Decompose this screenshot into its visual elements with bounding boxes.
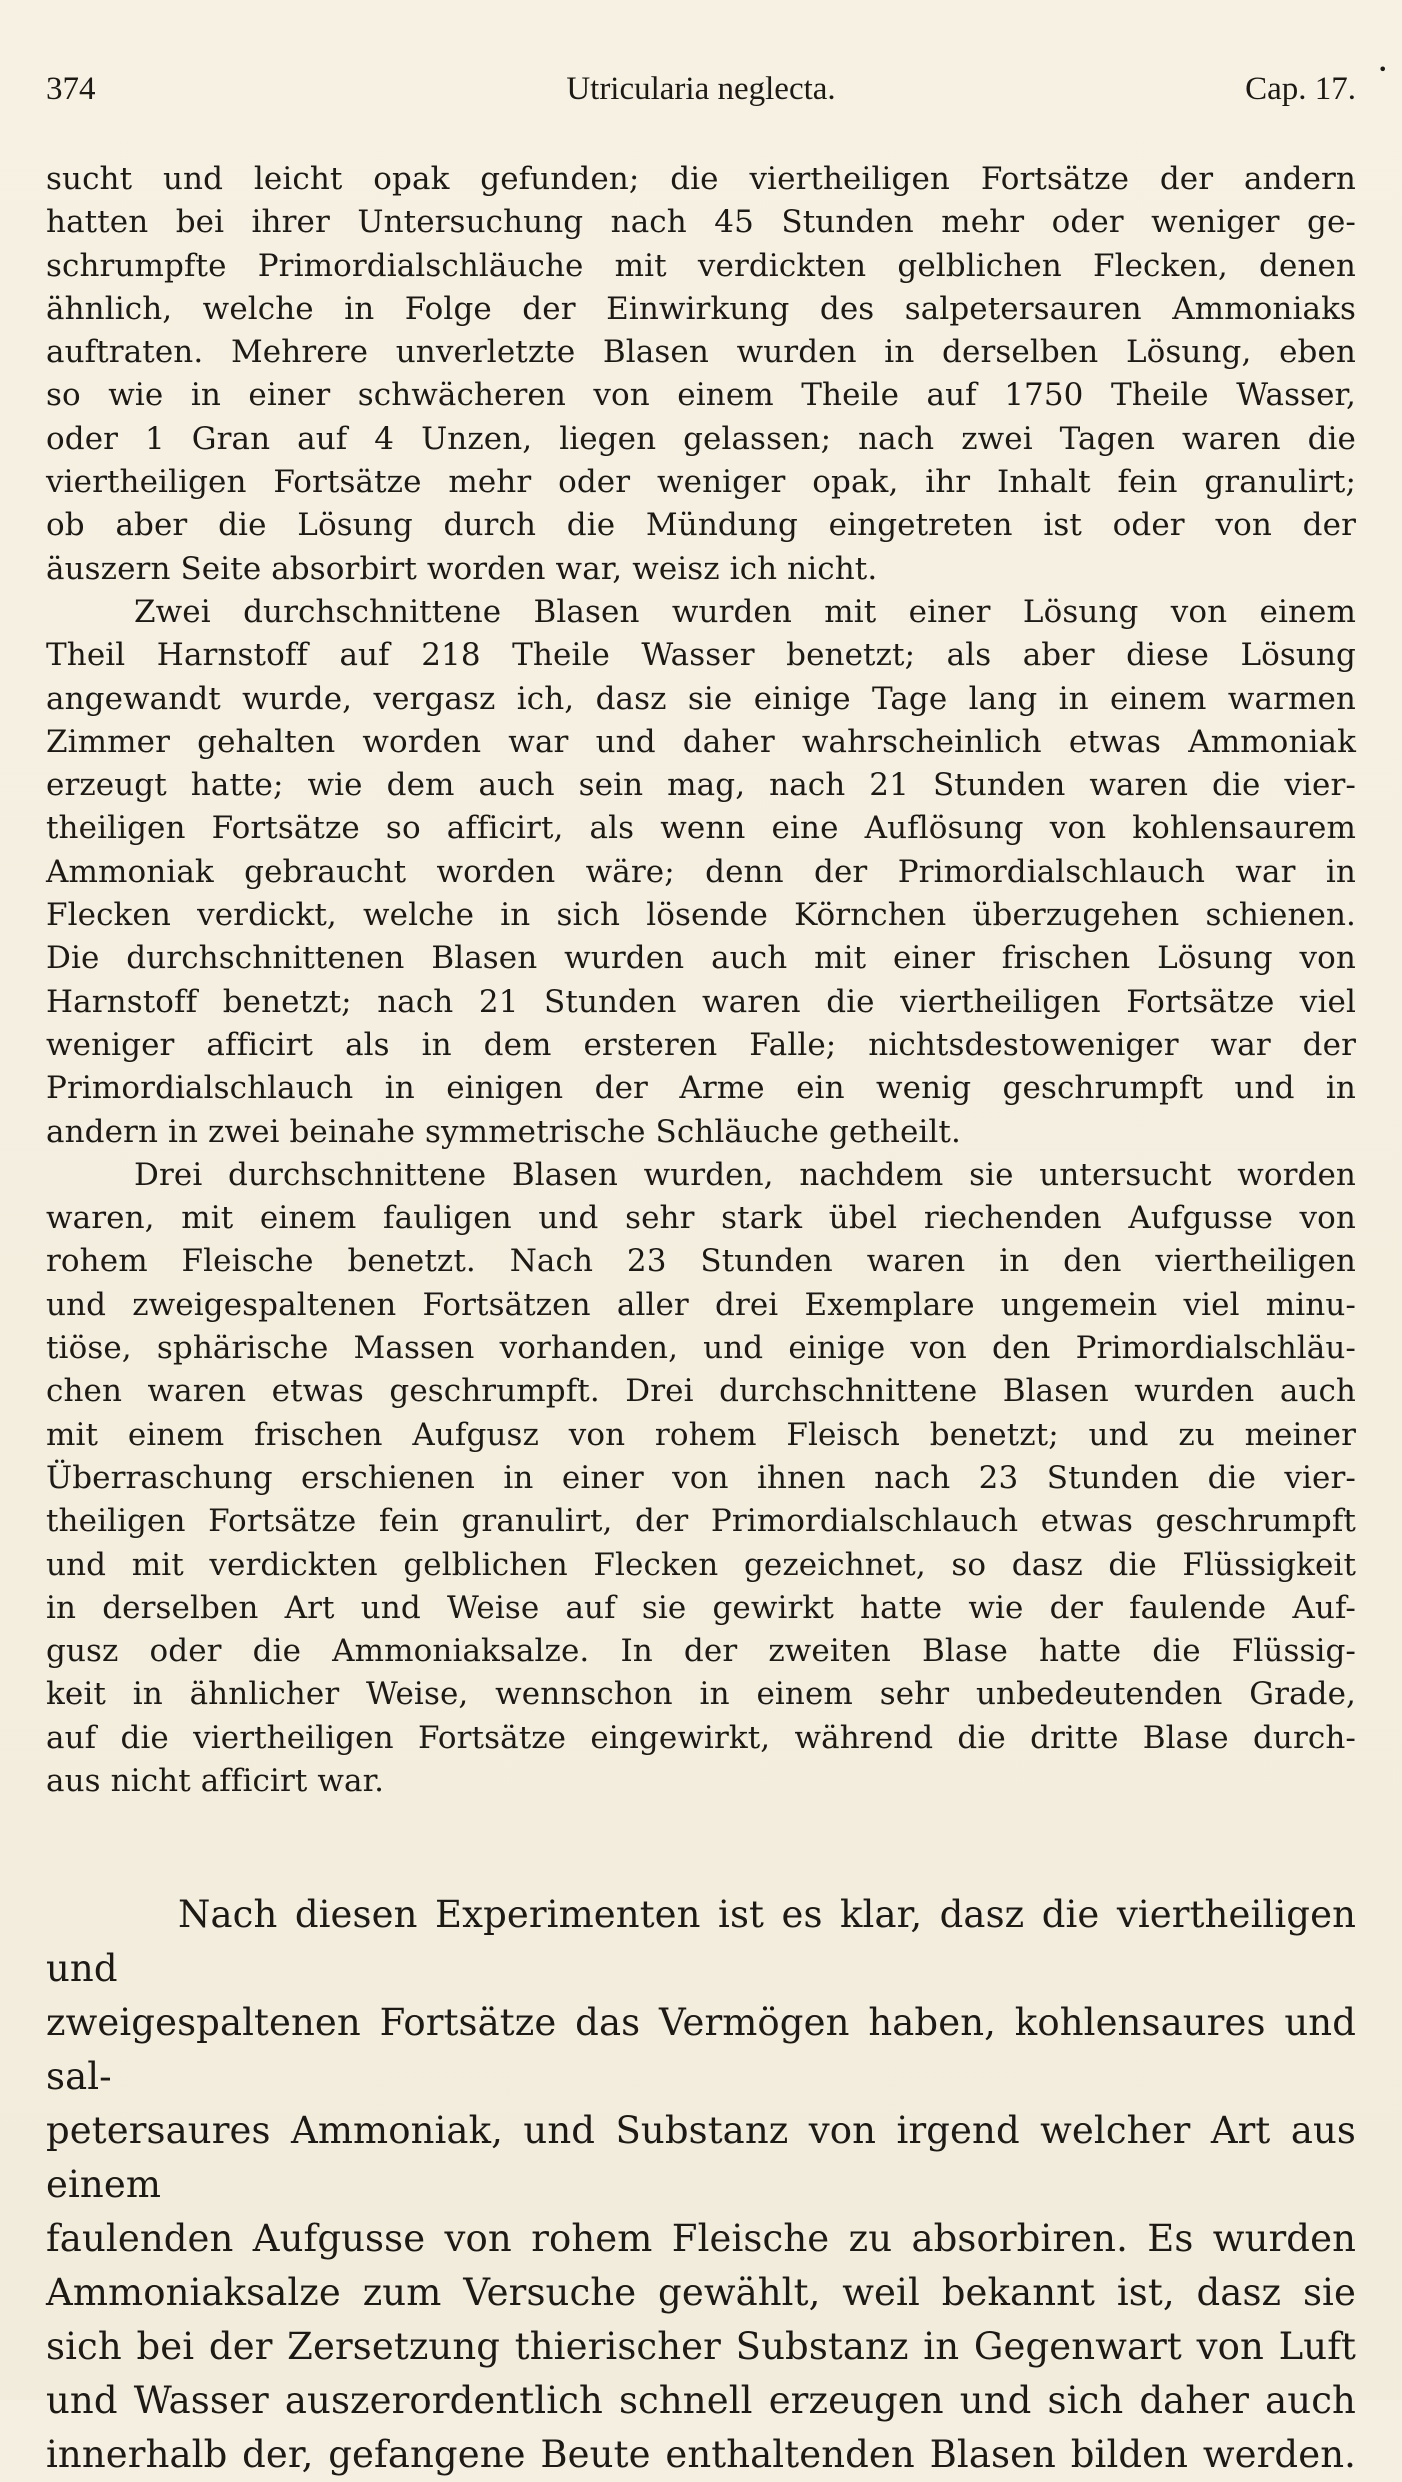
paragraph-urea [46,591,1356,1154]
text-line: so wie in einer schwächeren von einem Theile auf 1750 Theile Wasser, [46,377,1356,414]
text-line: chen waren etwas geschrumpft. Drei durchschnittene Blasen wurden auch [46,1373,1356,1410]
text-line: waren, mit einem fauligen und sehr stark übel riechenden Aufgusse von [46,1200,1356,1237]
text-line: innerhalb der, gefangene Beute enthaltenden Blasen bilden werden. [46,2433,1356,2476]
text-line: ob aber die Lösung durch die Mündung eingetreten ist oder von der [46,507,1356,544]
text-line: Zimmer gehalten worden war und daher wahrscheinlich etwas Ammoniak [46,723,1356,760]
text-line: Die durchschnittenen Blasen wurden auch mit einer frischen Lösung von [46,940,1356,977]
text-line: auftraten. Mehrere unverletzte Blasen wurden in derselben Lösung, eben [46,334,1356,371]
text-line: gusz oder die Ammoniaksalze. In der zweiten Blase hatte die Flüssig- [46,1633,1356,1670]
chapter-label: Cap. 17. [1245,71,1356,107]
text-line: Harnstoff benetzt; nach 21 Stunden waren die viertheiligen Fortsätze viel [46,983,1356,1020]
text-line: und Wasser auszerordentlich schnell erzeugen und sich daher auch [46,2379,1356,2422]
text-line: Überraschung erschienen in einer von ihnen nach 23 Stunden die vier- [46,1459,1356,1496]
paragraph-continuation [46,158,1356,591]
body-text [46,158,1356,1803]
text-line: Zwei durchschnittene Blasen wurden mit einer Lösung von einem [134,593,1356,630]
text-line: tiöse, sphärische Massen vorhanden, und einige von den Primordialschläu- [46,1330,1356,1367]
text-line: hatten bei ihrer Untersuchung nach 45 Stunden mehr oder weniger ge- [46,204,1356,241]
text-line: petersaures Ammoniak, und Substanz von irgend welcher Art aus einem [46,2109,1356,2206]
text-line: Theil Harnstoff auf 218 Theile Wasser benetzt; als aber diese Lösung [46,637,1356,674]
text-line: ähnlich, welche in Folge der Einwirkung des salpetersauren Ammoniaks [46,290,1356,327]
text-line: keit in ähnlicher Weise, wennschon in einem sehr unbedeutenden Grade, [46,1676,1356,1713]
page-header [46,66,1356,112]
text-line: viertheiligen Fortsätze mehr oder weniger opak, ihr Inhalt fein granulirt; [46,464,1356,501]
text-line: Ammoniaksalze zum Versuche gewählt, weil bekannt ist, dasz sie [46,2271,1356,2314]
text-line: rohem Fleische benetzt. Nach 23 Stunden waren in den viertheiligen [46,1243,1356,1280]
text-line: und mit verdickten gelblichen Flecken gezeichnet, so dasz die Flüssigkeit [46,1546,1356,1583]
text-line: sucht und leicht opak gefunden; die viertheiligen Fortsätze der andern [46,161,1356,197]
text-line: auf die viertheiligen Fortsätze eingewirkt, während die dritte Blase durch- [46,1719,1356,1756]
edge-mark: • [1378,60,1388,79]
text-line: äuszern Seite absorbirt worden war, weisz ich nicht. [46,550,878,587]
text-line: theiligen Fortsätze fein granulirt, der Primordialschlauch etwas geschrumpft [46,1503,1356,1540]
page-number: 374 [46,71,96,107]
text-line: Ammoniak gebraucht worden wäre; denn der Primordialschlauch war in [46,853,1356,890]
text-line: mit einem frischen Aufgusz von rohem Fleisch benetzt; und zu meiner [46,1416,1356,1453]
text-line: faulenden Aufgusse von rohem Fleische zu absorbiren. Es wurden [46,2217,1356,2260]
text-line: andern in zwei beinahe symmetrische Schläuche getheilt. [46,1113,961,1150]
text-line: Nach diesen Experimenten ist es klar, dasz die viertheiligen und [46,1893,1356,1990]
text-line: weniger afficirt als in dem ersteren Falle; nichtsdestoweniger war der [46,1026,1356,1063]
text-line: sich bei der Zersetzung thierischer Substanz in Gegenwart von Luft [46,2325,1356,2368]
paragraph-meat-infusion [46,1154,1356,1803]
text-line: in derselben Art und Weise auf sie gewirkt hatte wie der faulende Auf- [46,1589,1356,1626]
text-line: Flecken verdickt, welche in sich lösende Körnchen überzugehen schienen. [46,897,1356,934]
text-line: zweigespaltenen Fortsätze das Vermögen haben, kohlensaures und sal- [46,2001,1356,2098]
conclusion-paragraph [46,1888,1356,2482]
text-line: erzeugt hatte; wie dem auch sein mag, nach 21 Stunden waren die vier- [46,767,1356,804]
text-line: theiligen Fortsätze so afficirt, als wenn eine Auflösung von kohlensaurem [46,810,1356,847]
text-line: aus nicht afficirt war. [46,1762,385,1799]
text-line: Drei durchschnittene Blasen wurden, nachdem sie untersucht worden [134,1156,1356,1193]
text-line: Primordialschlauch in einigen der Arme ein wenig geschrumpft und in [46,1070,1356,1107]
text-line: angewandt wurde, vergasz ich, dasz sie einige Tage lang in einem warmen [46,680,1356,717]
text-line: und zweigespaltenen Fortsätzen aller drei Exemplare ungemein viel minu- [46,1286,1356,1323]
running-title: Utricularia neglecta. [566,71,836,107]
text-line: schrumpfte Primordialschläuche mit verdickten gelblichen Flecken, denen [46,247,1356,284]
text-line: oder 1 Gran auf 4 Unzen, liegen gelassen; nach zwei Tagen waren die [46,420,1356,457]
